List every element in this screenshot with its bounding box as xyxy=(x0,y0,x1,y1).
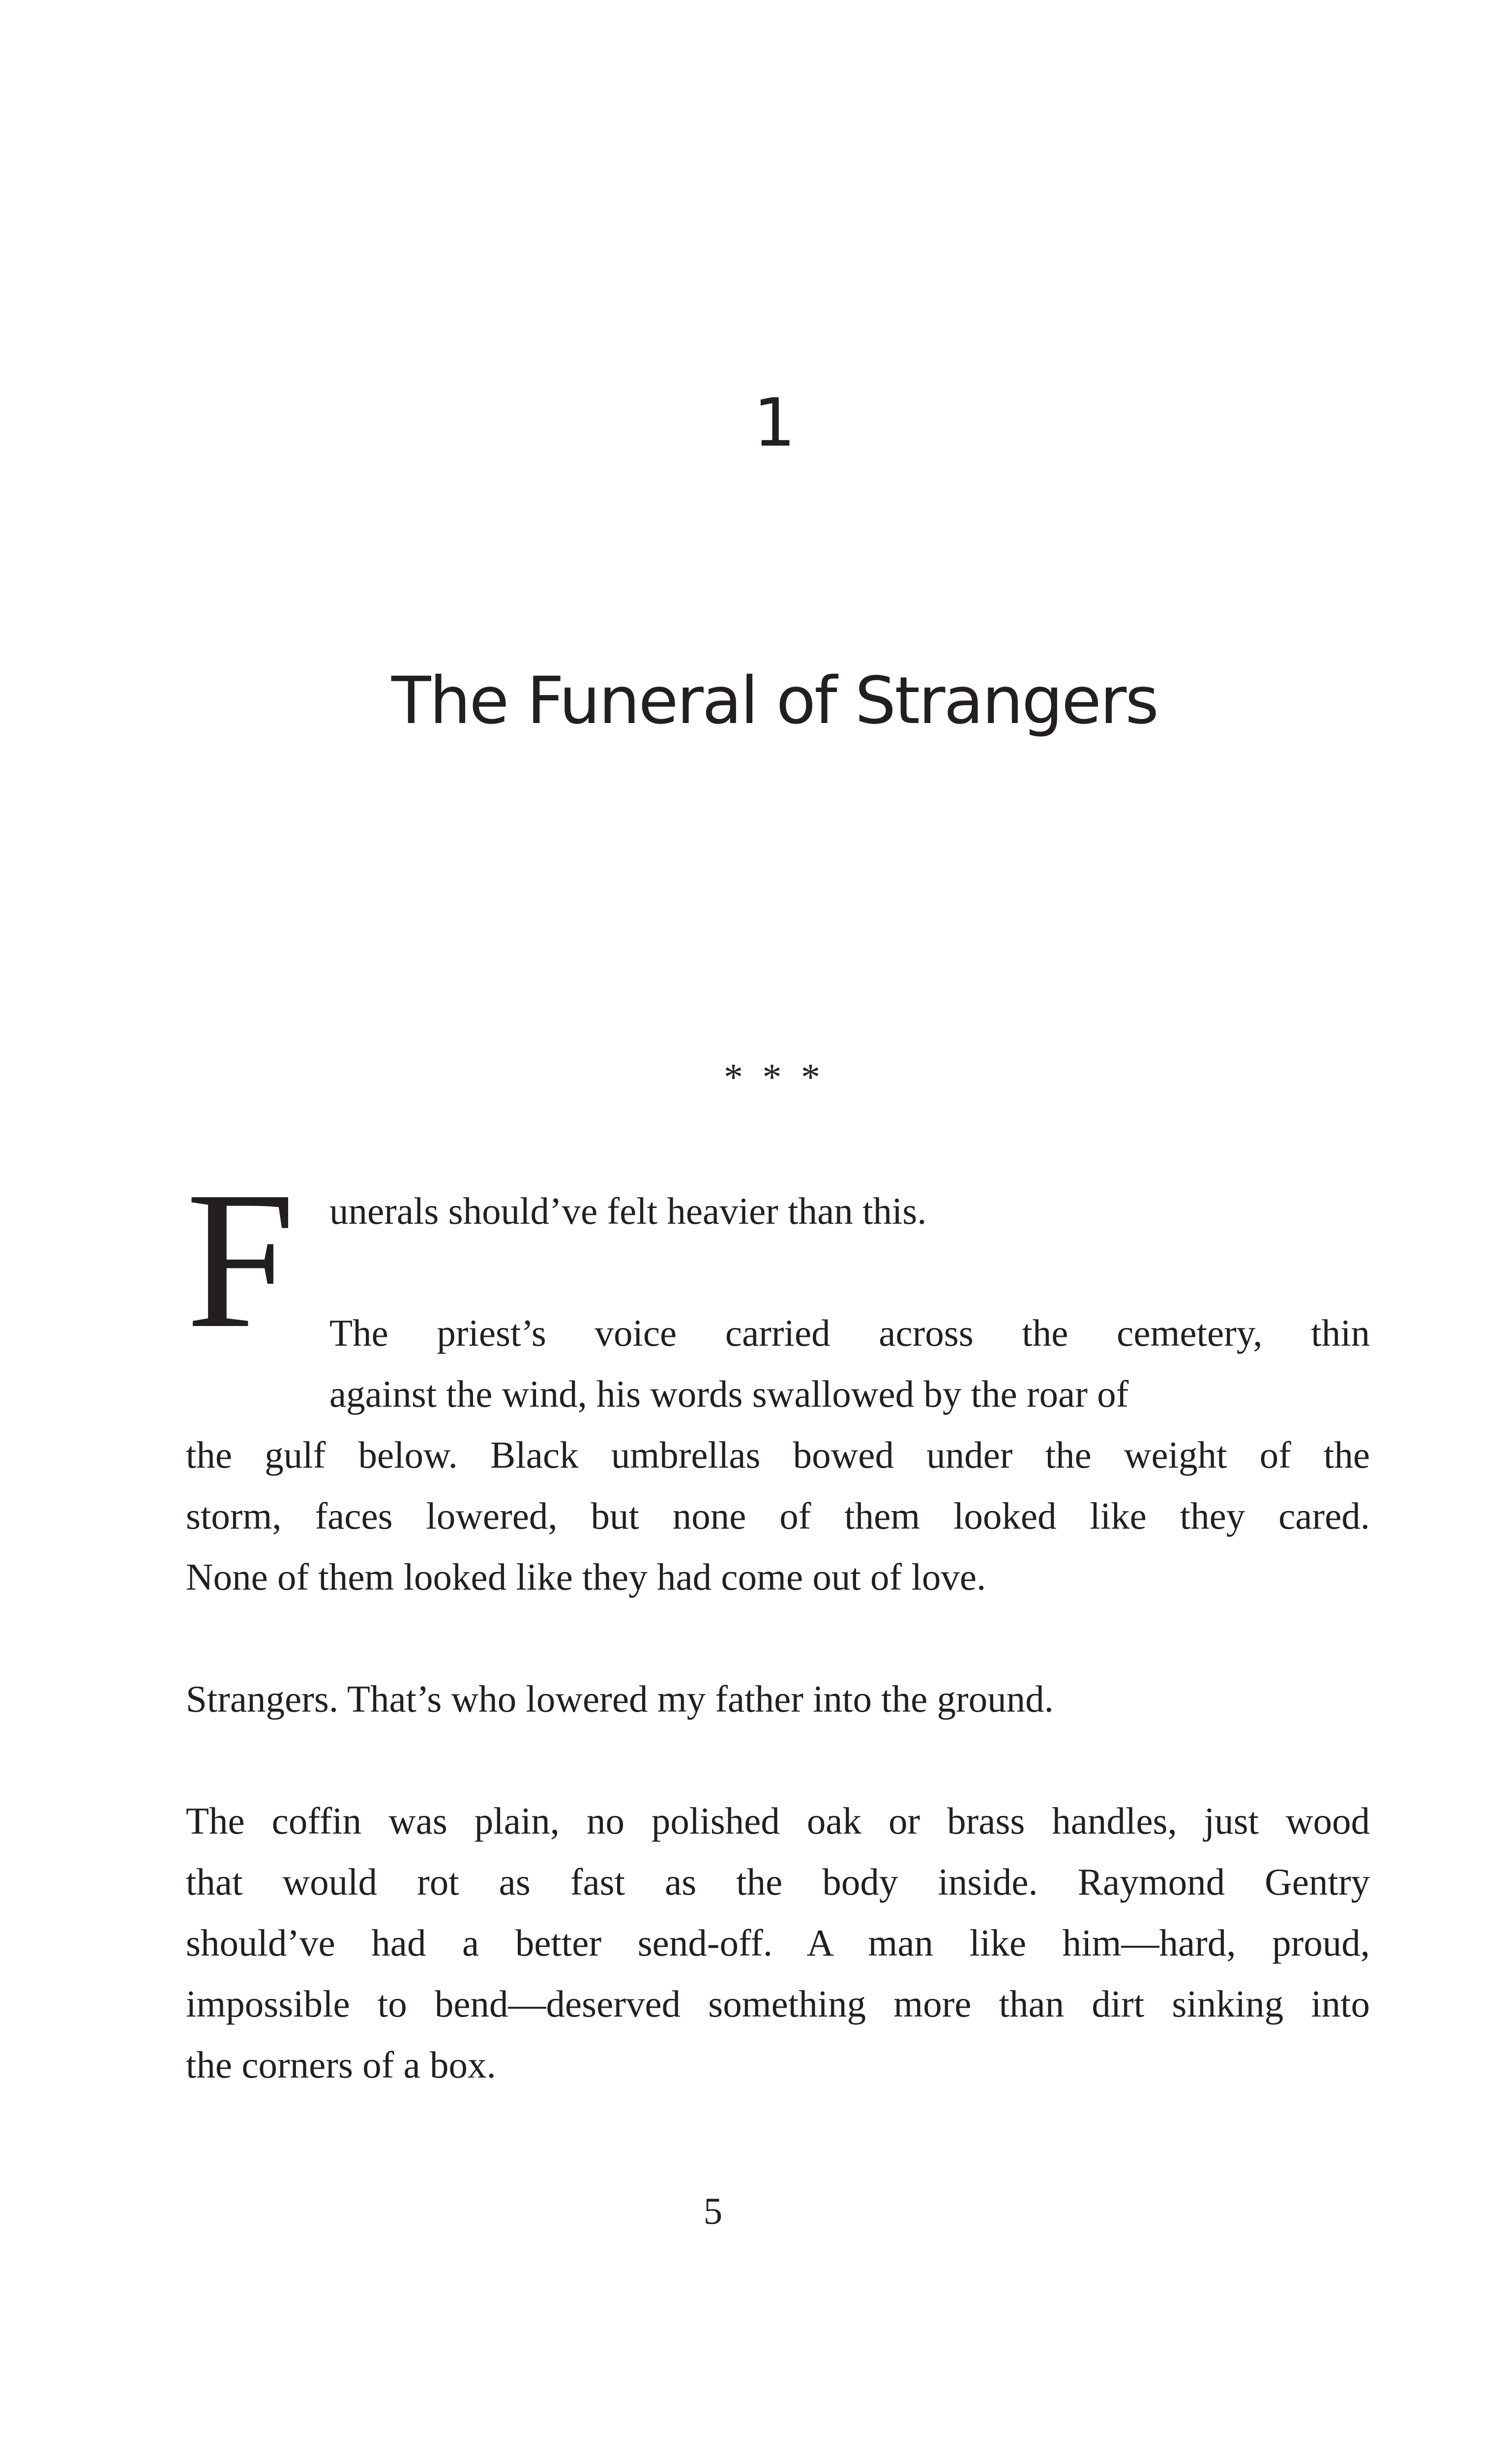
paragraph-gap xyxy=(186,1729,1370,1790)
page-number: 5 xyxy=(703,2190,723,2232)
scene-break: * * * xyxy=(724,1056,825,1098)
paragraph-4-line: the corners of a box. xyxy=(186,2044,496,2086)
paragraph-4-line: impossible to bend—deserved something more than dirt sinking into xyxy=(186,1983,1370,2025)
paragraph-3-line: Strangers. That’s who lowered my father into the ground. xyxy=(186,1678,1054,1720)
paragraph-2-line: storm, faces lowered, but none of them looked like they cared. xyxy=(186,1495,1370,1537)
paragraph-4-line: should’ve had a better send-off. A man like him—hard, proud, xyxy=(186,1922,1370,1964)
paragraph-gap xyxy=(186,1241,1370,1302)
chapter-body xyxy=(186,1180,1370,2095)
paragraph-gap xyxy=(186,1607,1370,1668)
drop-cap: F xyxy=(186,1151,296,1369)
paragraph-1-line: unerals should’ve felt heavier than this. xyxy=(329,1190,927,1232)
chapter-title: The Funeral of Strangers xyxy=(391,663,1158,739)
paragraph-2-line: None of them looked like they had come out of love. xyxy=(186,1556,986,1598)
paragraph-4-line: that would rot as fast as the body inside. Raymond Gentry xyxy=(186,1861,1370,1903)
chapter-number: 1 xyxy=(753,384,796,461)
paragraph-2-line: The priest’s voice carried across the cemetery, thin xyxy=(329,1312,1370,1354)
paragraph-4-line: The coffin was plain, no polished oak or brass handles, just wood xyxy=(186,1800,1370,1842)
paragraph-2-line: the gulf below. Black umbrellas bowed under the weight of the xyxy=(186,1434,1370,1476)
paragraph-2-line: against the wind, his words swallowed by the roar of xyxy=(329,1373,1129,1415)
